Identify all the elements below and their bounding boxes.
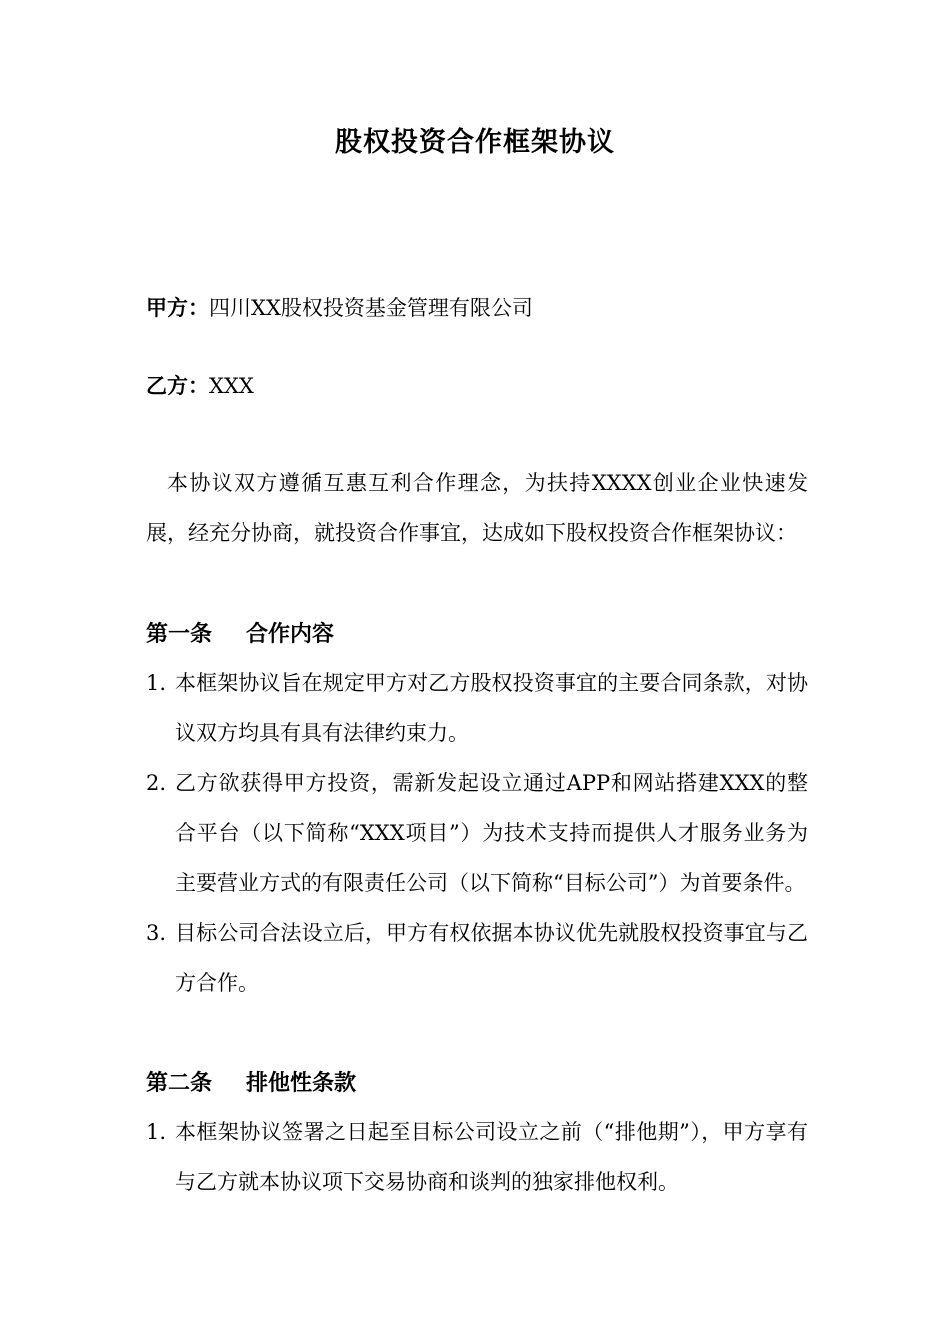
list-item-text: 本框架协议旨在规定甲方对乙方股权投资事宜的主要合同条款，对协议双方均具有具有法律约束力。 [175, 671, 808, 745]
party-b-value: XXX [209, 374, 254, 398]
party-b-line [146, 370, 254, 400]
list-item-marker: 1. [146, 1120, 167, 1144]
list-item [146, 908, 808, 1008]
party-a-value: 四川XX股权投资基金管理有限公司 [209, 296, 533, 320]
party-b-label: 乙方： [146, 373, 209, 398]
list-item [146, 758, 808, 908]
intro-paragraph: 本协议双方遵循互惠互利合作理念，为扶持XXXX创业企业快速发展，经充分协商，就投资合作事宜，达成如下股权投资合作框架协议： [146, 471, 808, 545]
section-1-title: 合作内容 [246, 621, 335, 647]
list-item-text: 本框架协议签署之日起至目标公司设立之前（“排他期”），甲方享有与乙方就本协议项下交易协商和谈判的独家排他权利。 [175, 1120, 808, 1194]
section-1-list [146, 658, 808, 1008]
section-2-number: 第二条 [146, 1070, 213, 1096]
section-2-title: 排他性条款 [246, 1070, 357, 1096]
list-item-marker: 2. [146, 771, 167, 795]
section-1-heading [146, 617, 334, 648]
list-item [146, 1107, 808, 1207]
document-title: 股权投资合作框架协议 [335, 127, 615, 158]
list-item [146, 658, 808, 758]
section-2-heading [146, 1066, 356, 1097]
list-item-marker: 3. [146, 921, 167, 945]
section-1-number: 第一条 [146, 621, 213, 647]
section-2-list [146, 1107, 808, 1207]
party-a-line [146, 292, 533, 322]
list-item-marker: 1. [146, 671, 167, 695]
list-item-text: 乙方欲获得甲方投资，需新发起设立通过APP和网站搭建XXX的整合平台（以下简称“XXX项目”）为技术支持而提供人才服务业务为主要营业方式的有限责任公司（以下简称“目标公司”）为首要条件。 [175, 771, 808, 895]
party-a-label: 甲方： [146, 295, 209, 320]
list-item-text: 目标公司合法设立后，甲方有权依据本协议优先就股权投资事宜与乙方合作。 [175, 921, 808, 995]
